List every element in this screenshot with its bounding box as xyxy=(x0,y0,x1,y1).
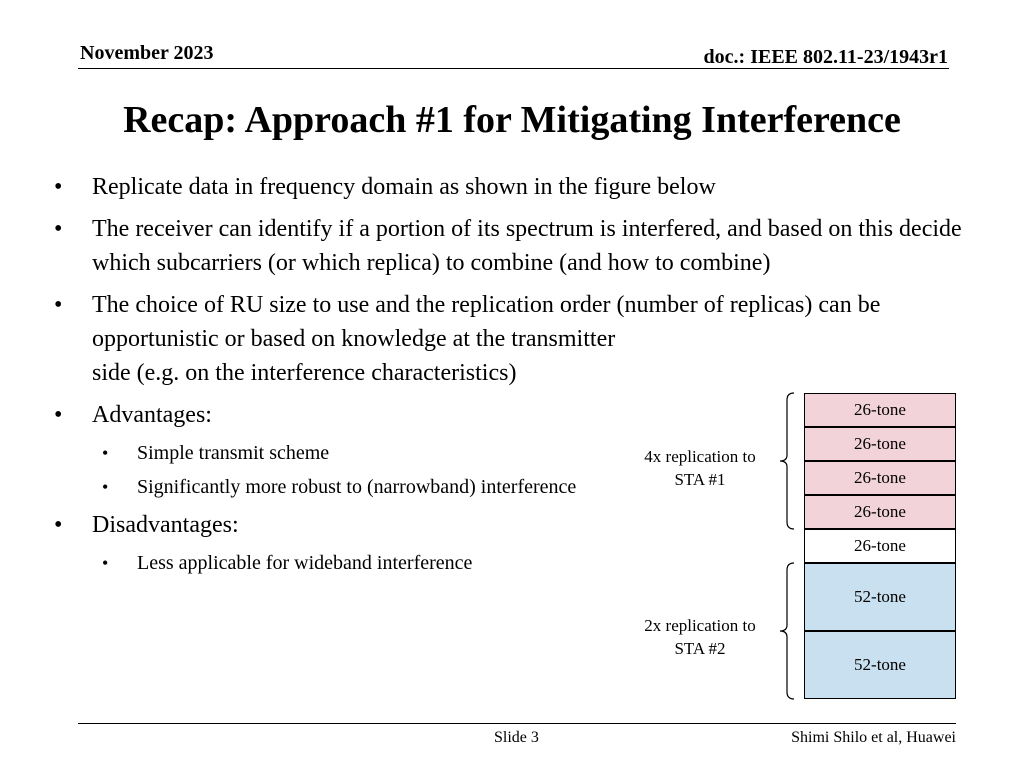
ru-block-26-tone: 26-tone xyxy=(804,529,956,563)
bullet-glyph: • xyxy=(54,402,63,428)
ru-block-26-tone: 26-tone xyxy=(804,393,956,427)
bullet-ru-choice xyxy=(50,288,970,390)
sub-bullet-advantage xyxy=(50,440,970,466)
bullet-text: Advantages: xyxy=(92,402,212,428)
ru-block-52-tone: 52-tone xyxy=(804,563,956,631)
replication-label-line: STA #2 xyxy=(674,639,726,658)
ru-block-26-tone: 26-tone xyxy=(804,427,956,461)
replication-label-line: STA #1 xyxy=(674,470,726,489)
bullet-glyph: • xyxy=(54,174,63,200)
bullet-text-continued: side (e.g. on the interference characteristics) xyxy=(92,360,517,386)
bullet-receiver xyxy=(50,212,970,280)
bullet-text: The choice of RU size to use and the replication order (number of replicas) can be opportunistic or based on knowledge at the transmitter xyxy=(92,292,881,352)
footer-slide-number: Slide 3 xyxy=(494,729,539,746)
header-doc-id: doc.: IEEE 802.11-23/1943r1 xyxy=(703,46,948,68)
bullet-text: Replicate data in frequency domain as shown in the figure below xyxy=(92,174,716,200)
replication-label-line: 4x replication to xyxy=(644,447,756,466)
bullet-text: Simple transmit scheme xyxy=(137,442,330,464)
ru-block-26-tone: 26-tone xyxy=(804,461,956,495)
bullet-text: Disadvantages: xyxy=(92,512,239,538)
footer-author: Shimi Shilo et al, Huawei xyxy=(791,729,956,746)
bullet-replicate xyxy=(50,170,970,204)
header-divider xyxy=(78,68,949,69)
bullet-glyph: • xyxy=(54,292,63,318)
bullet-glyph: • xyxy=(54,216,63,242)
bullet-list xyxy=(50,170,970,584)
bullet-advantages xyxy=(50,398,970,432)
bullet-disadvantages xyxy=(50,508,970,542)
footer-divider xyxy=(78,723,956,724)
replication-label-sta2 xyxy=(625,614,775,660)
sub-bullet-advantage xyxy=(50,474,970,500)
bullet-glyph: • xyxy=(102,553,109,573)
bullet-text: Less applicable for wideband interference xyxy=(137,552,473,574)
bullet-glyph: • xyxy=(54,512,63,538)
bullet-glyph: • xyxy=(102,477,109,497)
ru-block-52-tone: 52-tone xyxy=(804,631,956,699)
bullet-text: Significantly more robust to (narrowband) interference xyxy=(137,476,577,498)
ru-block-26-tone: 26-tone xyxy=(804,495,956,529)
slide-title: Recap: Approach #1 for Mitigating Interference xyxy=(123,99,901,141)
bullet-text: The receiver can identify if a portion of its spectrum is interfered, and based on this decide which subcarriers (or which replica) to combine (and how to combine) xyxy=(92,216,962,276)
sub-bullet-disadvantage xyxy=(50,550,970,576)
bullet-glyph: • xyxy=(102,443,109,463)
header-date: November 2023 xyxy=(80,42,214,64)
replication-label-line: 2x replication to xyxy=(644,616,756,635)
